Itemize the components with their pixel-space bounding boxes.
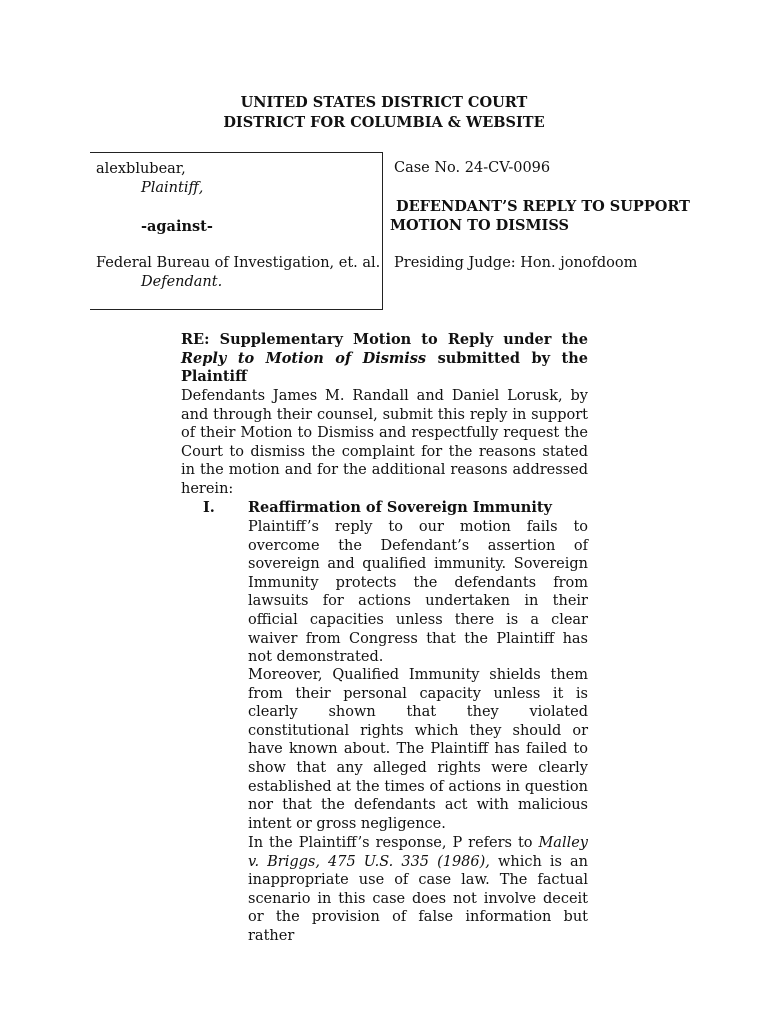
court-header [0, 93, 768, 133]
plaintiff-role: Plaintiff, [141, 180, 204, 196]
document-title-line2: MOTION TO DISMISS [390, 217, 569, 234]
re-line [181, 331, 588, 387]
section-paragraph-1: Plaintiff’s reply to our motion fails to overcome the Defendant’s assertion of sovereign and qualified immunity. Sovereign Immunity protects the defendants from lawsuits for actions undertaken in their official capacities unless there is a clear waiver from Congress that the Plaintiff has not demonstrated. [248, 519, 588, 666]
caption-parties-box [90, 152, 383, 310]
court-name: UNITED STATES DISTRICT COURT [240, 94, 528, 111]
re-suffix: submitted by the Plaintiff [181, 349, 588, 386]
defendant-name: Federal Bureau of Investigation, et. al. [96, 255, 381, 271]
para3-prefix: In the Plaintiff’s response, P refers to [248, 835, 539, 851]
section-paragraph-3 [248, 834, 588, 946]
against-label: -against- [141, 218, 213, 235]
document-title-line1: DEFENDANT’S REPLY TO SUPPORT [396, 198, 690, 215]
presiding-judge: Presiding Judge: Hon. jonofdoom [394, 255, 638, 271]
para3-suffix: which is an inappropriate use of case law. The factual scenario in this case does not involve deceit or the provision of false information but rather [248, 853, 588, 944]
section-paragraph-2: Moreover, Qualified Immunity shields them from their personal capacity unless it is clearly shown that they violated constitutional rights which they should or have known about. The Plaintiff has failed to show that any alleged rights were clearly established at the times of actions in question nor that the defendants act with malicious intent or gross negligence. [248, 667, 588, 832]
section-heading: Reaffirmation of Sovereign Immunity [248, 499, 552, 516]
plaintiff-name: alexblubear, [96, 161, 186, 177]
re-italic: Reply to Motion of Dismiss [181, 349, 427, 367]
intro-paragraph: Defendants James M. Randall and Daniel Lorusk, by and through their counsel, submit this reply in support of their Motion to Dismiss and respectfully request the Court to dismiss the complaint for the reasons stated in the motion and for the additional reasons addressed herein: [181, 388, 588, 497]
defendant-role: Defendant. [141, 274, 223, 290]
section-number: I. [203, 499, 215, 516]
court-district: DISTRICT FOR COLUMBIA & WEBSITE [223, 114, 545, 131]
case-citation: Malley v. Briggs, 475 U.S. 335 (1986), [248, 835, 588, 870]
re-prefix: RE: Supplementary Motion to Reply under the [181, 331, 588, 348]
case-number: Case No. 24-CV-0096 [394, 160, 551, 176]
